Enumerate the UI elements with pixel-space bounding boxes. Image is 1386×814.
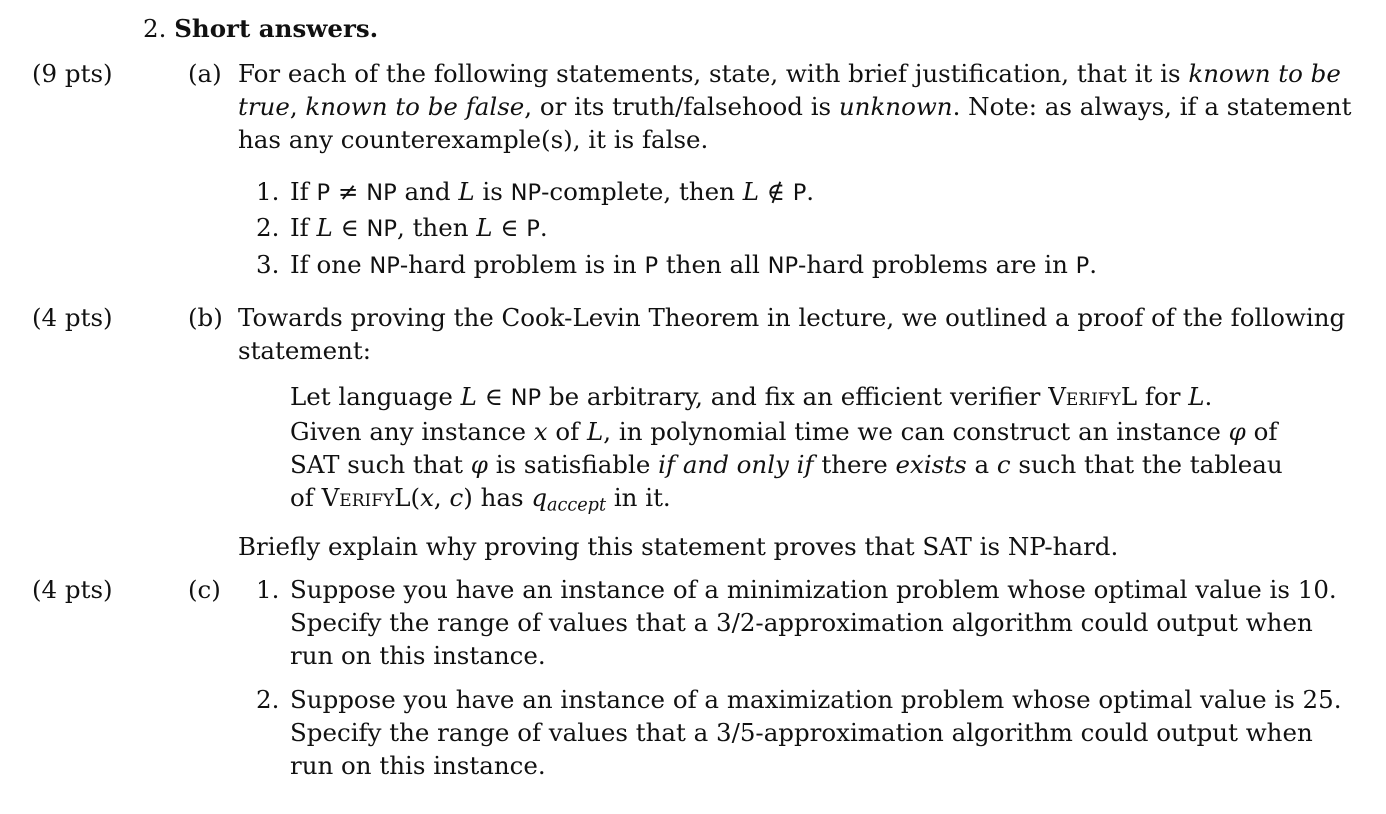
part-a-item-1-num: 1. (256, 177, 280, 206)
part-b-label: (b) (188, 303, 223, 332)
part-a-points: (9 pts) (32, 59, 113, 88)
part-a-item-1: If P ≠ NP and L is NP-complete, then L ∉ P. (290, 177, 815, 206)
part-b-quote: Let language L ∈ NP be arbitrary, and fix an efficient verifier VerifyL for L. Given any instance x of L, in polynomial time we can construct an instance φ of SAT such that φ is satisfiable if and only if there exists a c such that the tableau of VerifyL(x, c) has $q_{accept}$ in it. (290, 382, 1283, 516)
part-c-item-2-num: 2. (256, 685, 280, 714)
part-a-item-2-num: 2. (256, 213, 280, 242)
part-a-intro: For each of the following statements, state, with brief justification, that it is known to be true, known to be false, or its truth/falsehood is unknown. Note: as always, if a statement has any counterexample(s), it is false. (238, 59, 1352, 154)
section-heading (143, 12, 378, 45)
part-c-item-1-num: 1. (256, 575, 280, 604)
section-title: Short answers. (174, 14, 379, 43)
part-c-label: (c) (188, 575, 221, 604)
part-a-label: (a) (188, 59, 222, 88)
part-c-item-1: Suppose you have an instance of a minimization problem whose optimal value is 10. Specify the range of values that a 3/2-approximation algorithm could output when run on this instance. (290, 575, 1337, 670)
part-b-intro: Towards proving the Cook-Levin Theorem in lecture, we outlined a proof of the following statement: (238, 303, 1346, 365)
part-c-item-2: Suppose you have an instance of a maximization problem whose optimal value is 25. Specify the range of values that a 3/5-approximation algorithm could output when run on this instance. (290, 685, 1342, 780)
section-number: 2. (143, 14, 167, 43)
part-a-item-2: If L ∈ NP, then L ∈ P. (290, 213, 548, 242)
part-c-points: (4 pts) (32, 575, 113, 604)
part-a-item-3-num: 3. (256, 250, 280, 279)
part-b-points: (4 pts) (32, 303, 113, 332)
part-a-item-3: If one NP-hard problem is in P then all NP-hard problems are in P. (290, 250, 1098, 279)
part-b-question: Briefly explain why proving this statement proves that SAT is NP-hard. (238, 532, 1119, 561)
